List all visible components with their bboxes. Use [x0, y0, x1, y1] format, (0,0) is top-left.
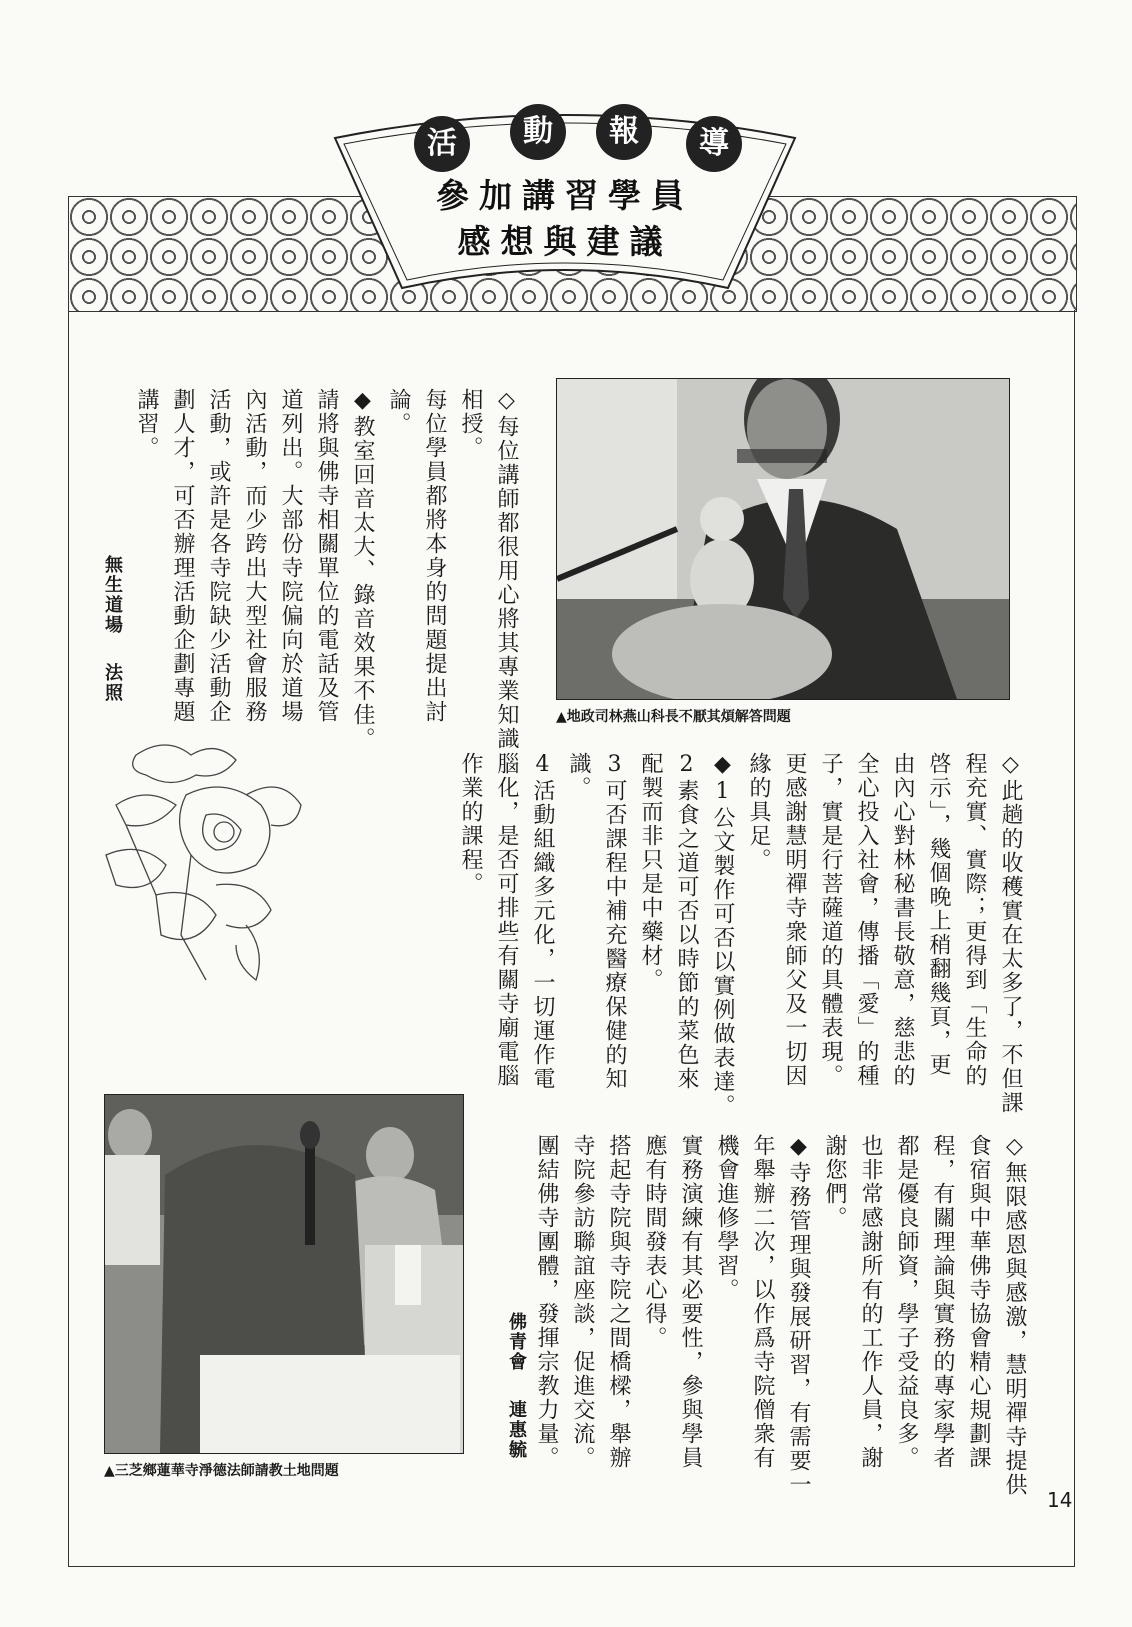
a2-line-15: 腦化，是否可排些有關寺廟電腦 [494, 752, 519, 1088]
a2-line-16: 作業的課程。 [458, 752, 483, 896]
a3-line-2: 食宿與中華佛寺協會精心規劃課 [966, 1134, 991, 1470]
a3-line-13: 寺院參訪聯誼座談，促進交流。 [570, 1134, 595, 1470]
a2-line-9: ◆1公文製作可否以實例做表達。 [710, 752, 735, 1118]
nun-photo [104, 1094, 464, 1454]
a2-line-11: 配製而非只是中藥材。 [638, 752, 663, 992]
header-banner [330, 110, 800, 295]
a1-line-9: 活動，或許是各寺院缺少活動企 [206, 388, 231, 724]
a2-line-10: 2素食之道可否以時節的菜色來 [674, 752, 699, 1091]
a1-line-1: ◇每位講師都很用心將其專業知識 [494, 388, 519, 751]
article-1 [128, 388, 524, 751]
a2-line-8: 緣的具足。 [746, 752, 771, 872]
a1-line-11: 講習。 [134, 388, 159, 460]
a2-line-5: 全心投入社會，傳播「愛」的種 [854, 752, 879, 1088]
a3-signature-name: 連惠毓 [506, 1400, 527, 1460]
article-2 [452, 752, 1028, 1118]
flower-illustration [96, 735, 311, 985]
page-number: 14 [1047, 1488, 1073, 1512]
a3-line-9: 機會進修學習。 [714, 1134, 739, 1302]
badge-char-3: 報 [596, 104, 652, 160]
a1-line-7: 道列出。大部份寺院偏向於道場 [278, 388, 303, 724]
a3-line-6: 謝您們。 [822, 1134, 847, 1230]
speaker-photo-caption: ▲地政司林燕山科長不厭其煩解答問題 [556, 709, 791, 725]
a3-line-14: 團結佛寺團體，發揮宗教力量。 [534, 1134, 559, 1470]
a3-signature [498, 1312, 534, 1460]
a1-signature [94, 555, 130, 703]
a2-line-3: 啓示」，幾個晚上稍翻幾頁，更 [926, 752, 951, 1077]
a2-line-7: 更感謝慧明禪寺衆師父及一切因 [782, 752, 807, 1088]
a2-line-6: 子，實是行菩薩道的具體表現。 [818, 752, 843, 1088]
a1-line-4: 論。 [386, 388, 411, 436]
a2-line-2: 程充實、實際；更得到「生命的 [962, 752, 987, 1088]
a3-line-10: 實務演練有其必要性，參與學員 [678, 1134, 703, 1470]
a2-line-13: 識。 [566, 752, 591, 800]
badge-char-4: 導 [686, 116, 742, 172]
a3-line-8: 年舉辦二次，以作爲寺院僧衆有 [750, 1134, 775, 1470]
a3-line-11: 應有時間發表心得。 [642, 1134, 667, 1350]
a3-line-7: ◆寺務管理與發展研習，有需要一 [786, 1134, 811, 1497]
badge-char-1: 活 [414, 116, 470, 172]
a3-line-3: 程，有關理論與實務的專家學者 [930, 1134, 955, 1470]
a1-line-5: ◆教室回音太大、錄音效果不佳。 [350, 388, 375, 751]
a3-line-12: 搭起寺院與寺院之間橋樑，舉辦 [606, 1134, 631, 1470]
badge-char-2: 動 [510, 104, 566, 160]
a1-line-2: 相授。 [458, 388, 483, 460]
a1-line-6: 請將與佛寺相關單位的電話及管 [314, 388, 339, 724]
a3-line-4: 都是優良師資，學子受益良多。 [894, 1134, 919, 1470]
a1-line-3: 每位學員都將本身的問題提出討 [422, 388, 447, 724]
a3-line-1: ◇無限感恩與感激，慧明禪寺提供 [1002, 1134, 1027, 1497]
a1-signature-org: 無生道場 [102, 555, 123, 635]
banner-title-line-2: 感想與建議 [457, 222, 673, 261]
a2-line-14: 4活動組織多元化，一切運作電 [530, 752, 555, 1091]
banner-title-line-1: 參加講習學員 [436, 176, 694, 215]
a1-line-8: 內活動，而少跨出大型社會服務 [242, 388, 267, 724]
a3-line-5: 也非常感謝所有的工作人員，謝 [858, 1134, 883, 1470]
a3-signature-org: 佛青會 [506, 1312, 527, 1372]
a2-line-1: ◇此趟的收穫實在太多了，不但課 [998, 752, 1023, 1115]
a1-signature-name: 法照 [102, 663, 123, 703]
speaker-photo [556, 378, 1010, 700]
nun-photo-caption: ▲三芝鄉蓮華寺淨德法師請教土地問題 [104, 1463, 339, 1479]
article-3 [528, 1134, 1032, 1497]
a2-line-12: 3可否課程中補充醫療保健的知 [602, 752, 627, 1091]
a1-line-10: 劃人才，可否辦理活動企劃專題 [170, 388, 195, 724]
a2-line-4: 由內心對林秘書長敬意，慈悲的 [890, 752, 915, 1088]
